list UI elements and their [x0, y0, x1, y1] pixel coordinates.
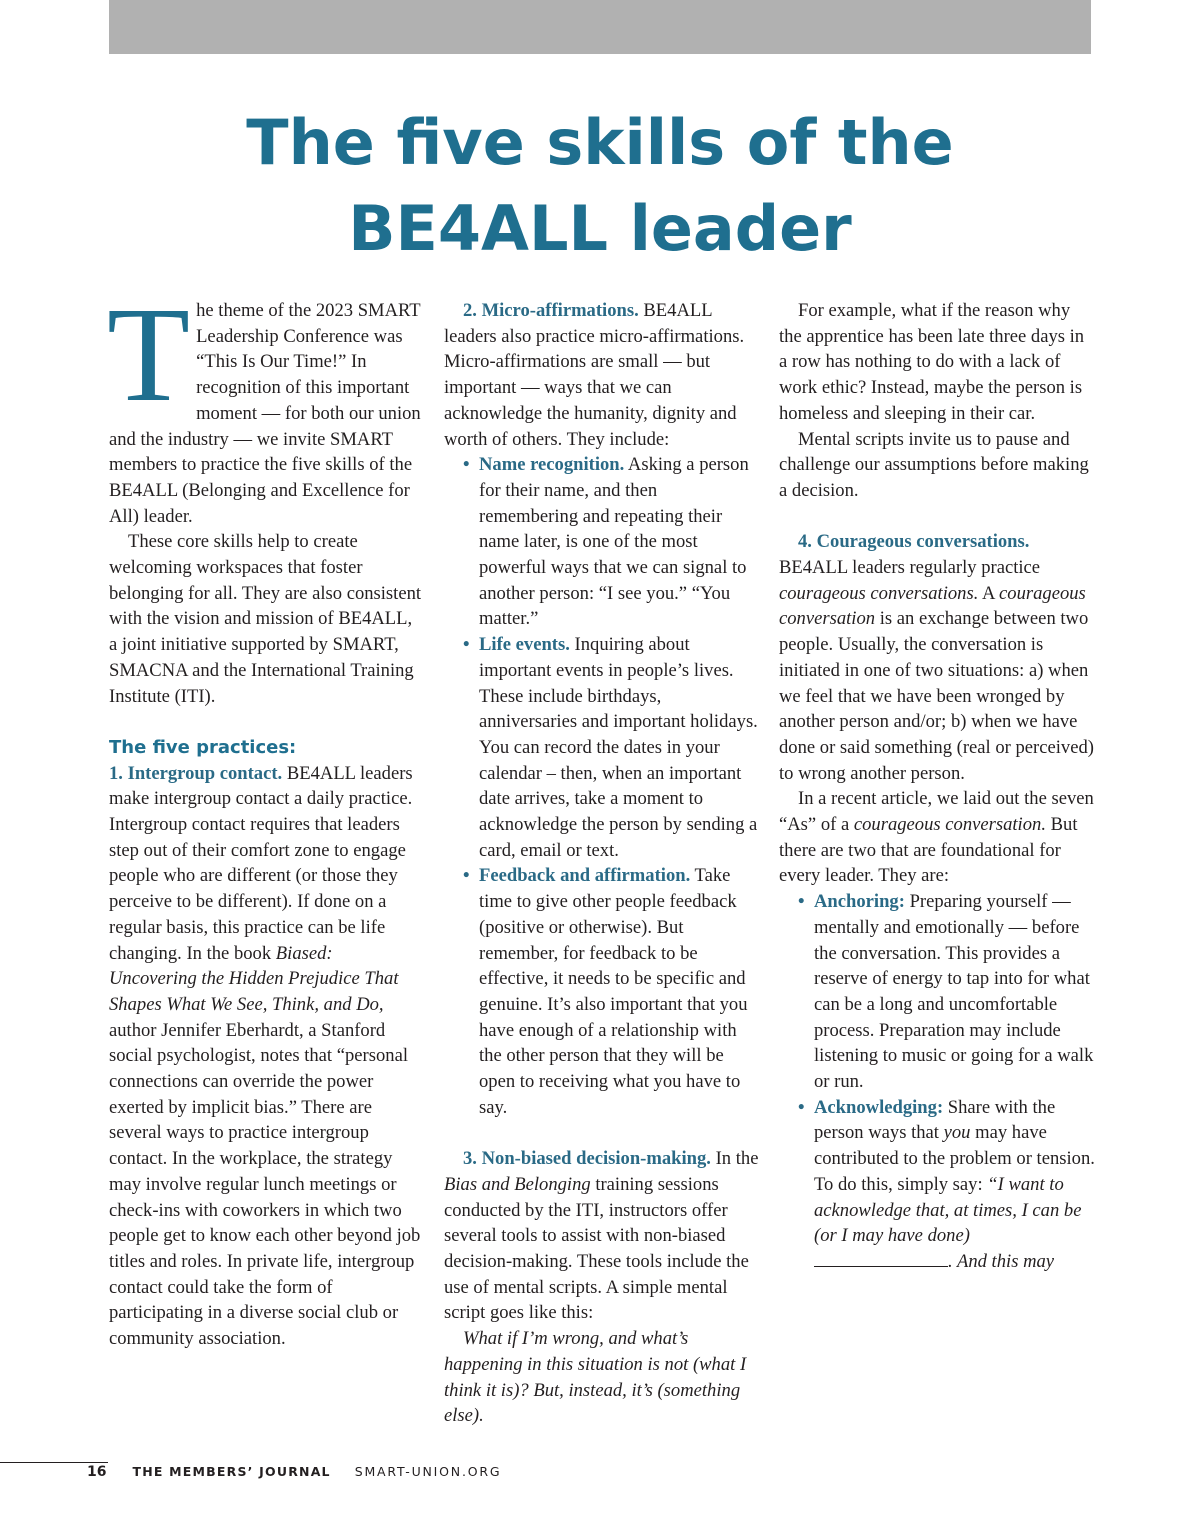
bullet-icon: • — [463, 634, 470, 656]
practice-1-paragraph: 1. Intergroup contact. BE4ALL leaders make intergroup contact a daily practice. Intergroup contact requires that leaders step out of their comfort zone to engage people who are different (or those they perceive to be different). If done on a regular basis, this practice can be life changing. In the book Biased: Uncovering the Hidden Prejudice That Shapes What We See, Think, and Do, author Jennifer Eberhardt, a Stanford social psychologist, notes that “personal connections can override the power exerted by implicit bias.” There are several ways to practice intergroup contact. In the workplace, the strategy may involve regular lunch meetings or check-ins with coworkers in which two people get to know each other beyond job titles and roles. In private life, intergroup contact could take the form of participating in a diverse social club or community association. — [109, 762, 421, 1350]
micro-affirmations-list — [444, 452, 760, 1120]
list-item: • Anchoring: Preparing yourself — mentally and emotionally — before the conversation. This provides a reserve of energy to tap into for what can be a long and uncomfortable process. Preparation may include listening to music or going for a walk or run. — [798, 891, 1094, 1093]
practices-heading: The five practices: — [109, 736, 297, 758]
fill-in-blank — [814, 1249, 948, 1267]
column-2 — [444, 298, 760, 1429]
page-title — [0, 100, 1200, 272]
footer-rule — [0, 1462, 108, 1463]
practice-3-closing: Mental scripts invite us to pause and challenge our assumptions before making a decision. — [779, 428, 1089, 501]
bullet-icon: • — [798, 1096, 805, 1118]
website: SMART-UNION.ORG — [354, 1464, 502, 1479]
practice-2-lead: 2. Micro-affirmations. — [463, 300, 639, 321]
list-item: • Life events. Inquiring about important events in people’s lives. These include birthdays, anniversaries and important holidays. You can record the dates in your calendar – then, when an important date arrives, take a moment to acknowledge the person by sending a card, email or text. — [463, 634, 758, 861]
page-number: 16 — [87, 1464, 107, 1480]
column-1 — [107, 280, 425, 1352]
column-3 — [779, 298, 1095, 1275]
practice-3-paragraph: 3. Non-biased decision-making. In the Bias and Belonging training sessions conducted by the ITI, instructors offer several tools to assist with non-biased decision-making. These tools include the use of mental scripts. A simple mental script goes like this: — [444, 1148, 759, 1324]
list-item: • Feedback and affirmation. Take time to give other people feedback (positive or otherwise). But remember, for feedback to be effective, it needs to be specific and genuine. It’s also important that you have enough of a relationship with the other person that they will be open to receiving what you have to say. — [463, 865, 748, 1118]
practice-4-paragraph-2: In a recent article, we laid out the seven “As” of a courageous conversation. But there are two that are foundational for every leader. They are: — [779, 788, 1094, 887]
bullet-icon: • — [463, 865, 470, 887]
bullet-icon: • — [798, 891, 805, 913]
mental-script: What if I’m wrong, and what’s happening in this situation is not (what I think it is)? But, instead, it’s (something else). — [444, 1328, 747, 1427]
practice-4-paragraph: 4. Courageous conversations. BE4ALL leaders regularly practice courageous conversations. A courageous conversation is an exchange between two people. Usually, the conversation is initiated in one of two situations: a) when we feel that we have been wronged by another person and/or; b) when we have done or said something (real or perceived) to wrong another person. — [779, 531, 1094, 784]
list-item: • Acknowledging: Share with the person ways that you may have contributed to the problem or tension. To do this, simply say: “I want to acknowledge that, at times, I can be (or I may have done) . And this may — [798, 1096, 1095, 1272]
intro-paragraph-2: These core skills help to create welcoming workspaces that foster belonging for all. They are also consistent with the vision and mission of BE4ALL, a joint initiative supported by SMART, SMACNA and the International Training Institute (ITI). — [109, 531, 422, 707]
book-title: Biased: Uncovering the Hidden Prejudice That Shapes What We See, Think, and Do, — [109, 942, 399, 1015]
practice-1-lead: 1. Intergroup contact. — [109, 762, 283, 784]
practice-4-lead: 4. Courageous conversations. — [798, 531, 1030, 553]
practice-3-example: For example, what if the reason why the apprentice has been late three days in a row has nothing to do with a lack of work ethic? Instead, maybe the person is homeless and sleeping in their car. — [779, 300, 1085, 424]
journal-name: THE MEMBERS’ JOURNAL — [132, 1464, 331, 1479]
title-line-1: The five skills of the — [246, 106, 954, 179]
page-footer — [87, 1464, 501, 1480]
courageous-conversation-list — [779, 889, 1095, 1275]
top-gray-band — [109, 0, 1091, 54]
list-item: • Name recognition. Asking a person for their name, and then remembering and repeating their name later, is one of the most powerful ways that we can signal to another person: “I see you.” “You matter.” — [463, 454, 749, 630]
intro-paragraph-1: The theme of the 2023 SMART Leadership Conference was “This Is Our Time!” In recognition of this important moment — for both our union and the industry — we invite SMART members to practice the five skills of the BE4ALL (Belonging and Excellence for All) leader. — [107, 280, 421, 527]
practice-2-paragraph: 2. Micro-affirmations. BE4ALL leaders also practice micro-affirmations. Micro-affirmations are small — but important — ways that we can acknowledge the humanity, dignity and worth of others. They include: — [444, 300, 745, 450]
drop-cap: T — [107, 280, 191, 430]
bullet-icon: • — [463, 454, 470, 476]
practice-3-lead: 3. Non-biased decision-making. — [463, 1148, 711, 1170]
title-line-2: BE4ALL leader — [348, 192, 852, 265]
